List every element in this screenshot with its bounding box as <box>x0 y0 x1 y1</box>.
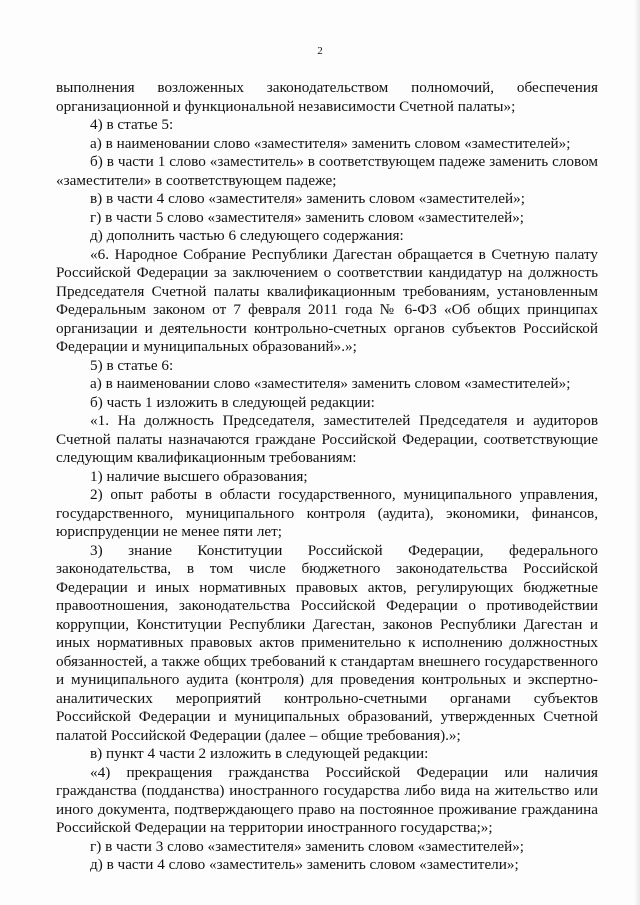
paragraph: 2) опыт работы в области государственного, муниципального управления, государственного, муниципального контроля (аудита), экономики, финансов, юриспруденции не менее пяти лет; <box>56 486 598 540</box>
paragraph: выполнения возложенных законодательством полномочий, обеспечения организационной и функциональной независимости Счетной палаты»; <box>56 79 598 115</box>
paragraph: «1. На должность Председателя, заместителей Председателя и аудиторов Счетной палаты назначаются граждане Российской Федерации, соответствующие следующим квалификационным требованиям: <box>56 412 598 466</box>
paragraph: 5) в статье 6: <box>90 356 174 374</box>
paragraph: г) в части 3 слово «заместителя» заменить словом «заместителей»; <box>90 837 525 855</box>
paragraph: «6. Народное Собрание Республики Дагестан обращается в Счетную палату Российской Федерации за заключением о соответствии кандидатур на должность Председателя Счетной палаты квалификационным требованиям, установленным Федеральным законом от 7 февраля 2011 года № 6-ФЗ «Об общих принципах организации и деятельности контрольно-счетных органов субъектов Российской Федерации и муниципальных образований».»; <box>56 245 598 355</box>
paragraph: 4) в статье 5: <box>90 116 174 133</box>
paragraph: в) в части 4 слово «заместителя» заменить словом «заместителей»; <box>90 190 525 207</box>
paragraph: а) в наименовании слово «заместителя» заменить словом «заместителей»; <box>90 375 571 392</box>
paragraph: д) в части 4 слово «заместитель» заменить словом «заместители»; <box>90 856 519 873</box>
paragraph: в) пункт 4 части 2 изложить в следующей редакции: <box>90 745 429 762</box>
paragraph: 3) знание Конституции Российской Федерации, федерального законодательства, в том числе бюджетного законодательства Российской Федерации и иных нормативных правовых актов, регулирующих бюджетные правоотношения, законодательства Российской Федерации о противодействии коррупции, Конституции Республики Дагестан, законов Республики Дагестан и иных нормативных правовых актов применительно к исполнению должностных обязанностей, а также общих требований к стандартам внешнего государственного и муниципального аудита (контроля) для проведения контрольных и экспертно-аналитических мероприятий контрольно-счетными органами субъектов Российской Федерации и муниципальных образований, утвержденных Счетной палатой Российской Федерации (далее – общие требования).»; <box>56 541 598 744</box>
paragraph: д) дополнить частью 6 следующего содержания: <box>90 227 404 244</box>
page-number: 2 <box>317 45 323 57</box>
paragraph: б) часть 1 изложить в следующей редакции: <box>90 393 375 411</box>
paragraph: 1) наличие высшего образования; <box>90 467 308 485</box>
document-body <box>56 79 598 875</box>
paragraph: а) в наименовании слово «заместителя» заменить словом «заместителей»; <box>90 134 571 152</box>
paragraph: г) в части 5 слово «заместителя» заменить словом «заместителей»; <box>90 208 525 226</box>
paragraph: «4) прекращения гражданства Российской Федерации или наличия гражданства (подданства) иностранного государства либо вида на жительство или иного документа, подтверждающего право на постоянное проживание гражданина Российской Федерации на территории иностранного государства;»; <box>56 763 598 836</box>
paragraph: б) в части 1 слово «заместитель» в соответствующем падеже заменить словом «заместители» в соответствующем падеже; <box>56 153 598 189</box>
scan-edge-shadow <box>634 0 640 905</box>
